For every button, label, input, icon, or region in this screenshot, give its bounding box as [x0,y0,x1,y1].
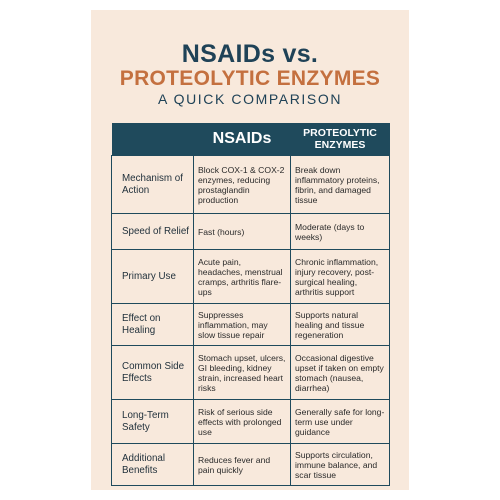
enzymes-cell: Moderate (days to weeks) [291,214,390,250]
nsaids-cell: Suppresses inflammation, may slow tissue repair [194,304,291,346]
enzymes-cell: Generally safe for long-term use under guidance [291,400,390,444]
row-label: Primary Use [112,250,194,304]
enzymes-cell: Supports circulation, immune balance, and scar tissue [291,444,390,486]
nsaids-cell: Fast (hours) [194,214,291,250]
enzymes-cell: Chronic inflammation, injury recovery, post-surgical healing, arthritis support [291,250,390,304]
table-row [112,250,390,304]
row-label: Long-Term Safety [112,400,194,444]
row-label: Mechanism of Action [112,156,194,214]
nsaids-cell: Block COX-1 & COX-2 enzymes, reducing prostaglandin production [194,156,291,214]
enzymes-cell: Supports natural healing and tissue regeneration [291,304,390,346]
enzymes-cell: Break down inflammatory proteins, fibrin, and damaged tissue [291,156,390,214]
table-row [112,304,390,346]
nsaids-cell: Stomach upset, ulcers, GI bleeding, kidney strain, increased heart risks [194,346,291,400]
table-row [112,444,390,486]
table-row [112,346,390,400]
subtitle: A QUICK COMPARISON [157,91,343,107]
header-enzymes: PROTEOLYTIC ENZYMES [291,123,390,156]
table-row [112,156,390,214]
nsaids-cell: Reduces fever and pain quickly [194,444,291,486]
comparison-table [111,123,390,486]
header-nsaids: NSAIDs [194,123,291,156]
row-label: Speed of Relief [112,214,194,250]
table-row [112,400,390,444]
header-row [112,123,390,156]
row-label: Common Side Effects [112,346,194,400]
title-line-1: NSAIDs vs. [181,40,319,68]
title-line-2: PROTEOLYTIC ENZYMES [119,67,381,90]
row-label: Effect on Healing [112,304,194,346]
nsaids-cell: Acute pain, headaches, menstrual cramps, arthritis flare-ups [194,250,291,304]
comparison-card [91,10,409,490]
enzymes-cell: Occasional digestive upset if taken on empty stomach (nausea, diarrhea) [291,346,390,400]
nsaids-cell: Risk of serious side effects with prolonged use [194,400,291,444]
row-label: Additional Benefits [112,444,194,486]
table-row [112,214,390,250]
header-blank [112,123,194,156]
